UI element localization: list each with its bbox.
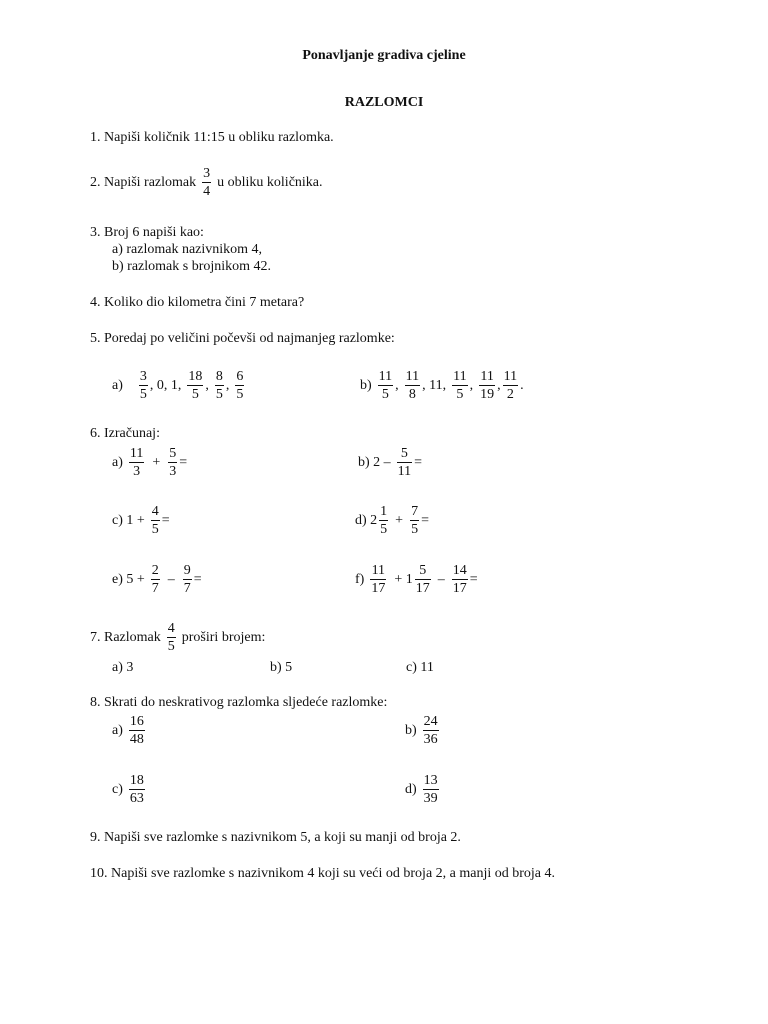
fraction: [235, 368, 244, 403]
denominator: 8: [405, 385, 420, 403]
item-label: d) 2: [355, 512, 378, 528]
numerator: 2: [151, 563, 159, 578]
numerator: 5: [419, 563, 427, 578]
equals-sign: =: [193, 571, 202, 587]
numerator: 11: [378, 369, 393, 384]
fraction: [503, 368, 518, 403]
question-2: [90, 165, 323, 200]
question-8-d: [405, 772, 441, 807]
comma: ,: [497, 377, 501, 393]
question-5-a: [112, 368, 246, 403]
numerator: 4: [167, 621, 175, 636]
numerator: 11: [453, 369, 467, 384]
operator: +: [152, 454, 161, 470]
operator: + 1: [394, 571, 413, 587]
denominator: 3: [169, 464, 177, 479]
question-1: 1. Napiši količnik 11:15 u obliku razlomka.: [90, 130, 334, 145]
denominator: 48: [129, 732, 144, 747]
denominator: 5: [139, 387, 147, 402]
fraction: [452, 562, 468, 597]
numerator: 5: [169, 446, 177, 461]
item-label: f): [355, 571, 365, 587]
denominator: 17: [371, 581, 386, 596]
equals-sign: =: [179, 454, 188, 470]
question-10: 10. Napiši sve razlomke s nazivnikom 4 koji su veći od broja 2, a manji od broja 4.: [90, 866, 556, 881]
operator: +: [395, 512, 404, 528]
denominator: 5: [215, 387, 223, 402]
fraction: [129, 445, 144, 480]
denominator: 5: [236, 387, 244, 402]
question-3-b: b) razlomak s brojnikom 42.: [112, 259, 272, 274]
question-6-d: [355, 503, 429, 538]
question-7-text-end: proširi brojem:: [181, 629, 266, 645]
numerator: 18: [188, 369, 203, 384]
denominator: 19: [480, 387, 495, 402]
question-8-a: [112, 713, 147, 748]
numerator: 4: [151, 504, 159, 519]
question-2-text-end: u obliku količnika.: [217, 174, 323, 190]
inline-text: , 0, 1,: [149, 377, 182, 393]
denominator: 5: [151, 522, 159, 537]
comma: ,: [395, 377, 399, 393]
fraction: [405, 368, 420, 403]
fraction: [423, 713, 439, 748]
fraction: [370, 562, 386, 597]
fraction: [151, 503, 160, 538]
question-8: 8. Skrati do neskrativog razlomka sljedeće razlomke:: [90, 695, 388, 710]
question-6-b: [358, 445, 422, 480]
fraction: [139, 368, 148, 403]
fraction: [415, 562, 431, 597]
question-3: 3. Broj 6 napiši kao:: [90, 225, 204, 240]
numerator: 11: [129, 446, 144, 461]
denominator: 5: [411, 522, 419, 537]
denominator: 5: [187, 385, 203, 403]
fraction: [151, 562, 160, 597]
question-7: [90, 620, 265, 655]
question-7-text: 7. Razlomak: [90, 629, 161, 645]
numerator: 1: [380, 504, 388, 519]
numerator: 13: [423, 773, 438, 788]
question-8-c: [112, 772, 147, 807]
denominator: 11: [397, 464, 412, 479]
fraction: [168, 445, 177, 480]
equals-sign: =: [421, 512, 429, 528]
page-subtitle: RAZLOMCI: [344, 95, 424, 110]
denominator: 17: [452, 581, 467, 596]
denominator: 63: [129, 791, 144, 806]
denominator: 39: [423, 791, 438, 806]
question-6-e: [112, 562, 202, 597]
item-label: c): [112, 781, 123, 797]
question-6: 6. Izračunaj:: [90, 426, 160, 441]
equals-sign: =: [414, 454, 423, 470]
denominator: 36: [423, 732, 438, 747]
denominator: 7: [151, 581, 159, 596]
fraction: [183, 562, 192, 597]
period: .: [520, 377, 524, 393]
fraction: [410, 503, 419, 538]
comma: ,: [205, 377, 209, 393]
item-label: d): [405, 781, 417, 797]
inline-text: , 11,: [422, 377, 447, 393]
numerator: 3: [203, 166, 211, 181]
denominator: 5: [380, 522, 388, 537]
fraction: [129, 713, 145, 748]
fraction: [202, 165, 211, 200]
fraction: [187, 368, 203, 403]
denominator: 3: [129, 462, 144, 480]
operator: –: [167, 571, 175, 587]
denominator: 5: [452, 385, 467, 403]
fraction: [397, 445, 412, 480]
comma: ,: [469, 377, 474, 393]
fraction: [379, 503, 388, 538]
item-label: b) 2 –: [358, 454, 391, 470]
item-label: b): [405, 722, 417, 738]
numerator: 11: [480, 369, 494, 384]
numerator: 5: [400, 446, 408, 461]
denominator: 7: [183, 581, 191, 596]
question-7-b: b) 5: [270, 660, 293, 675]
numerator: 3: [139, 369, 147, 384]
numerator: 14: [452, 563, 467, 578]
page-title: Ponavljanje gradiva cjeline: [302, 48, 466, 63]
numerator: 11: [405, 369, 420, 384]
numerator: 16: [129, 714, 144, 729]
numerator: 6: [236, 369, 244, 384]
fraction: [167, 620, 176, 655]
question-3-a: a) razlomak nazivnikom 4,: [112, 242, 263, 257]
equals-sign: =: [469, 571, 478, 587]
question-8-b: [405, 713, 441, 748]
numerator: 11: [371, 563, 386, 578]
numerator: 8: [215, 369, 223, 384]
comma: ,: [225, 377, 230, 393]
numerator: 9: [183, 563, 191, 578]
denominator: 5: [378, 385, 393, 403]
item-label: a): [112, 454, 123, 470]
item-label: a): [112, 722, 123, 738]
question-7-a: a) 3: [112, 660, 134, 675]
numerator: 18: [129, 773, 144, 788]
question-5-b: [360, 368, 524, 403]
denominator: 4: [203, 184, 211, 199]
item-label: a): [112, 377, 123, 393]
denominator: 2: [503, 385, 518, 403]
fraction: [378, 368, 393, 403]
fraction: [129, 772, 145, 807]
question-6-c: [112, 503, 170, 538]
question-7-c: c) 11: [406, 660, 434, 675]
fraction: [479, 368, 495, 403]
question-2-text: 2. Napiši razlomak: [90, 174, 197, 190]
numerator: 24: [423, 714, 438, 729]
question-6-f: [355, 562, 478, 597]
question-4: 4. Koliko dio kilometra čini 7 metara?: [90, 295, 305, 310]
question-9: 9. Napiši sve razlomke s nazivnikom 5, a koji su manji od broja 2.: [90, 830, 461, 845]
denominator: 5: [167, 639, 175, 654]
item-label: b): [360, 377, 372, 393]
numerator: 11: [503, 369, 518, 384]
item-label: e) 5 +: [112, 571, 145, 587]
numerator: 7: [411, 504, 419, 519]
question-5: 5. Poredaj po veličini počevši od najmanjeg razlomke:: [90, 331, 395, 346]
denominator: 17: [415, 581, 430, 596]
equals-sign: =: [161, 512, 170, 528]
question-6-a: [112, 445, 187, 480]
operator: –: [437, 571, 445, 587]
fraction: [423, 772, 439, 807]
item-label: c) 1 +: [112, 512, 145, 528]
fraction: [215, 368, 224, 403]
fraction: [452, 368, 467, 403]
